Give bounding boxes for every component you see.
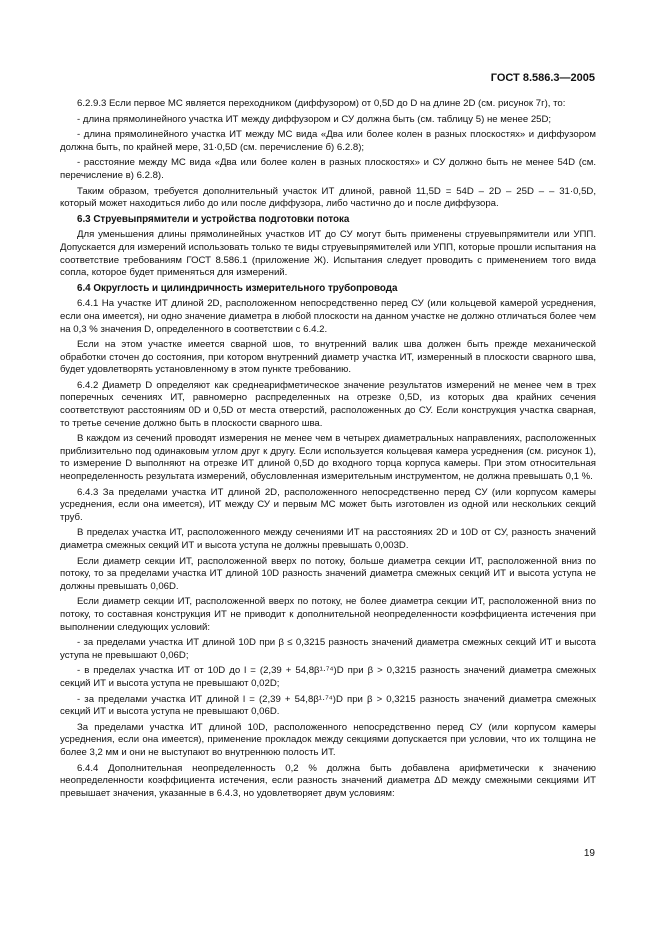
paragraph: Для уменьшения длины прямолинейных участков ИТ до СУ могут быть применены струевыпрямители или УПП. Допускается для измерений использовать только те виды струевыпрямителей или УПП, которые прошли испытания на соответствие требованиям ГОСТ 8.586.1 (приложение Ж). Испытания следует проводить с применением того вида сопла, которое будет применяться для измерений. xyxy=(60,229,596,279)
paragraph: Если на этом участке имеется сварной шов, то внутренний валик шва должен быть прежде механической обработки сточен до состояния, при котором внутренний диаметр участка ИТ, измеренный в плоскости сварного шва, будет удовлетворять установленному в этом пункте требованию. xyxy=(60,339,596,376)
section-heading: 6.3 Струевыпрямители и устройства подготовки потока xyxy=(77,213,350,225)
paragraph: - длина прямолинейного участка ИТ между диффузором и СУ должна быть (см. таблицу 5) не менее 25D; xyxy=(77,113,552,125)
paragraph: - длина прямолинейного участка ИТ между МС вида «Два или более колен в разных плоскостях» и диффузором должна быть, по крайней мере, 31·0,5D (см. перечисление б) 6.2.8); xyxy=(60,129,596,153)
paragraph: Если диаметр секции ИТ, расположенной вверх по потоку, больше диаметра секции ИТ, расположенной вниз по потоку, то за пределами участка ИТ длиной 10D разность значений диаметра смежных секций ИТ и высота уступа не должны превышать 0,06D. xyxy=(60,555,596,592)
paragraph: 6.4.2 Диаметр D определяют как среднеарифметическое значение результатов измерений не менее чем в трех поперечных сечениях ИТ, равномерно распределенных на отрезке 0,5D, из которых два крайних сечения соответствуют расстояниям 0D и 0,5D от места отверстий, расположенных до СУ. Если конструкция участка сварная, то третье сечение должно быть в плоскости сварного шва. xyxy=(60,379,596,429)
paragraph: 6.2.9.3 Если первое МС является переходником (диффузором) от 0,5D до D на длине 2D (см. рисунок 7г), то: xyxy=(77,98,566,109)
paragraph: Таким образом, требуется дополнительный участок ИТ длиной, равной 11,5D = 54D – 2D – 25D – – 31·0,5D, который может находиться либо до или после диффузора, либо частично до и после диффузора. xyxy=(60,185,596,210)
page-number: 19 xyxy=(583,848,595,859)
paragraph: В пределах участка ИТ, расположенного между сечениями ИТ на расстояниях 2D и 10D от СУ, разность значений диаметра смежных секций ИТ и высота уступа не должны превышать 0,003D. xyxy=(60,527,596,551)
document-body xyxy=(60,98,596,803)
paragraph: 6.4.3 За пределами участка ИТ длиной 2D, расположенного непосредственно перед СУ (или корпусом камеры усреднения, если она имеется), ИТ между СУ и первым МС может быть изготовлен из одной или нескольких секций труб. xyxy=(60,486,596,523)
paragraph: В каждом из сечений проводят измерения не менее чем в четырех диаметральных направлениях, расположенных приблизительно под одинаковым углом друг к другу. Если используется кольцевая камера усреднения (см. рисунок 1), то измерение D выполняют на отрезке ИТ длиной 0,5D до входного торца корпуса камеры. При этом относительная неопределенность результата измерений, обусловленная измерительным инструментом, не должна превышать 0,1 %. xyxy=(60,433,596,483)
paragraph: - за пределами участка ИТ длиной l = (2,39 + 54,8β¹·⁷⁴)D при β > 0,3215 разность значений диаметра смежных секций ИТ и высота уступа не превышают 0,06D. xyxy=(60,693,596,718)
paragraph: За пределами участка ИТ длиной 10D, расположенного непосредственно перед СУ (или корпусом камеры усреднения, если она имеется), применение прокладок между секциями допускается при условии, что их толщина не более 3,2 мм и они не выступают во внутреннюю полость ИТ. xyxy=(60,721,596,758)
document-header: ГОСТ 8.586.3—2005 xyxy=(490,72,595,84)
paragraph: 6.4.4 Дополнительная неопределенность 0,2 % должна быть добавлена арифметически к значению неопределенности коэффициента истечения, если разность значений диаметра ΔD между смежными секциями ИТ превышает значения, указанные в 6.4.3, но удовлетворяет двум условиям: xyxy=(60,762,596,799)
paragraph: - в пределах участка ИТ от 10D до l = (2,39 + 54,8β¹·⁷⁴)D при β > 0,3215 разность значений диаметра смежных секций ИТ и высота уступа не превышают 0,02D; xyxy=(60,665,596,689)
paragraph: - за пределами участка ИТ длиной 10D при β ≤ 0,3215 разность значений диаметра смежных секций ИТ и высота уступа не превышают 0,06D; xyxy=(60,637,596,661)
paragraph: - расстояние между МС вида «Два или более колен в разных плоскостях» и СУ должно быть не менее 54D (см. перечисление в) 6.2.8). xyxy=(60,157,596,181)
paragraph: Если диаметр секции ИТ, расположенной вверх по потоку, не более диаметра секции ИТ, расположенной вниз по потоку, то составная конструкция ИТ не приводит к дополнительной неопределенности коэффициента истечения при выполнении следующих условий: xyxy=(60,596,596,633)
section-heading: 6.4 Округлость и цилиндричность измерительного трубопровода xyxy=(77,282,398,294)
paragraph: 6.4.1 На участке ИТ длиной 2D, расположенном непосредственно перед СУ (или кольцевой камерой усреднения, если она имеется), ни одно значение диаметра в любой плоскости на данном участке не должно отличаться более чем на 0,3 % значения D, определенного в соответствии с 6.4.2. xyxy=(60,298,596,335)
